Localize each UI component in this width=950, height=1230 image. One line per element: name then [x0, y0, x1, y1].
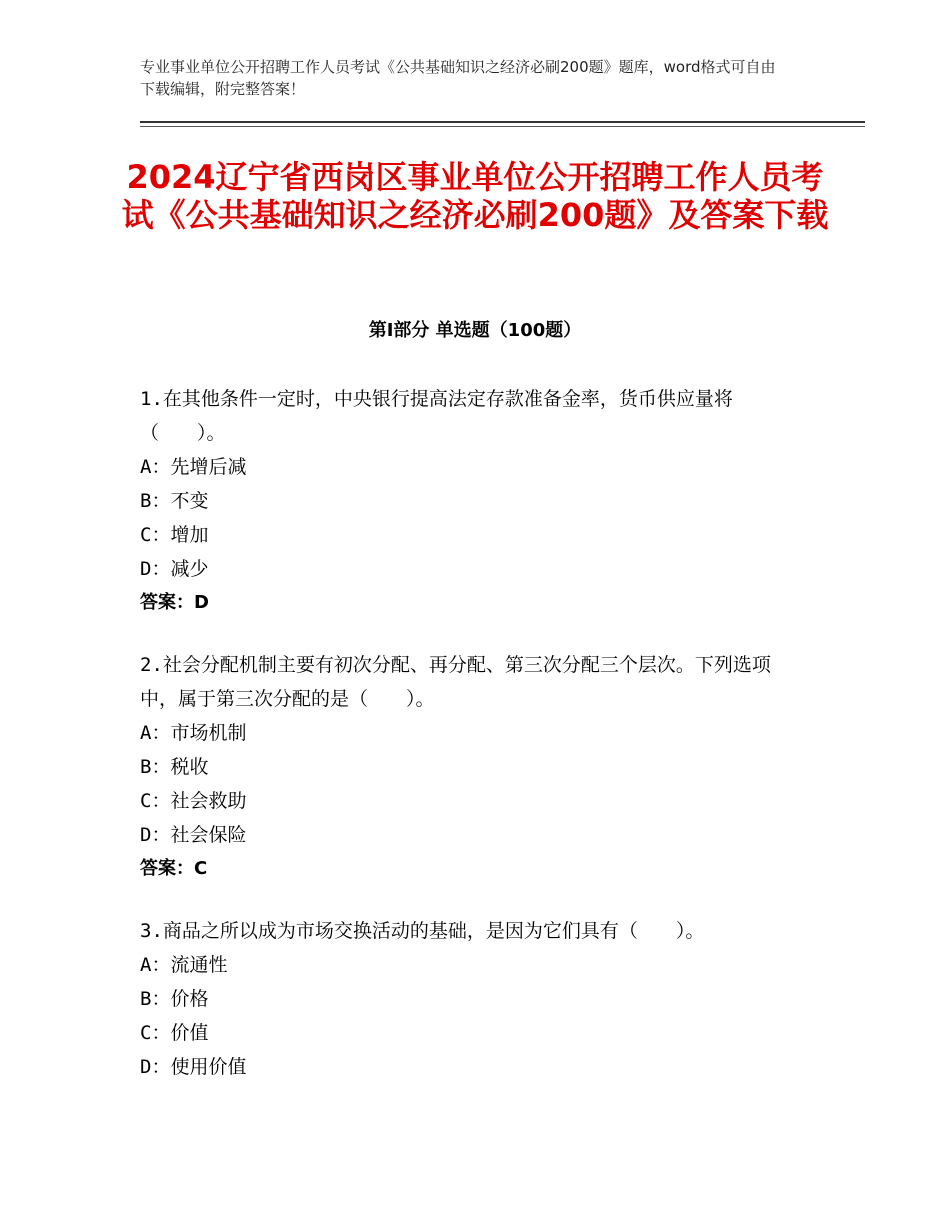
- option-b: B：不变: [140, 490, 209, 512]
- option-d: D：使用价值: [140, 1056, 247, 1078]
- question-list: [140, 382, 800, 1112]
- option-c: C：社会救助: [140, 790, 247, 812]
- section-heading: 第Ⅰ部分 单选题（100题）: [368, 320, 582, 341]
- option-d: D：减少: [140, 558, 209, 580]
- document-title: 2024辽宁省西岗区事业单位公开招聘工作人员考试《公共基础知识之经济必刷200题》及答案下载: [121, 158, 829, 234]
- answer: 答案：C: [140, 858, 208, 879]
- question-stem: 1.在其他条件一定时，中央银行提高法定存款准备金率，货币供应量将（ ）。: [140, 388, 733, 444]
- header-note: 专业事业单位公开招聘工作人员考试《公共基础知识之经济必刷200题》题库，word格式可自由下载编辑，附完整答案！: [140, 58, 776, 98]
- option-b: B：税收: [140, 756, 209, 778]
- option-d: D：社会保险: [140, 824, 247, 846]
- option-a: A：先增后减: [140, 456, 247, 478]
- question-3: [140, 914, 800, 1084]
- question-stem: 3.商品之所以成为市场交换活动的基础，是因为它们具有（ ）。: [140, 920, 705, 942]
- option-c: C：增加: [140, 524, 209, 546]
- question-stem: 2.社会分配机制主要有初次分配、再分配、第三次分配三个层次。下列选项中，属于第三次分配的是（ ）。: [140, 654, 771, 710]
- option-a: A：流通性: [140, 954, 228, 976]
- option-b: B：价格: [140, 988, 209, 1010]
- question-1: [140, 382, 800, 620]
- header-rule-thin: [140, 126, 865, 127]
- header-rule-thick: [140, 121, 865, 123]
- option-a: A：市场机制: [140, 722, 247, 744]
- question-2: [140, 648, 800, 886]
- option-c: C：价值: [140, 1022, 209, 1044]
- answer: 答案：D: [140, 592, 209, 613]
